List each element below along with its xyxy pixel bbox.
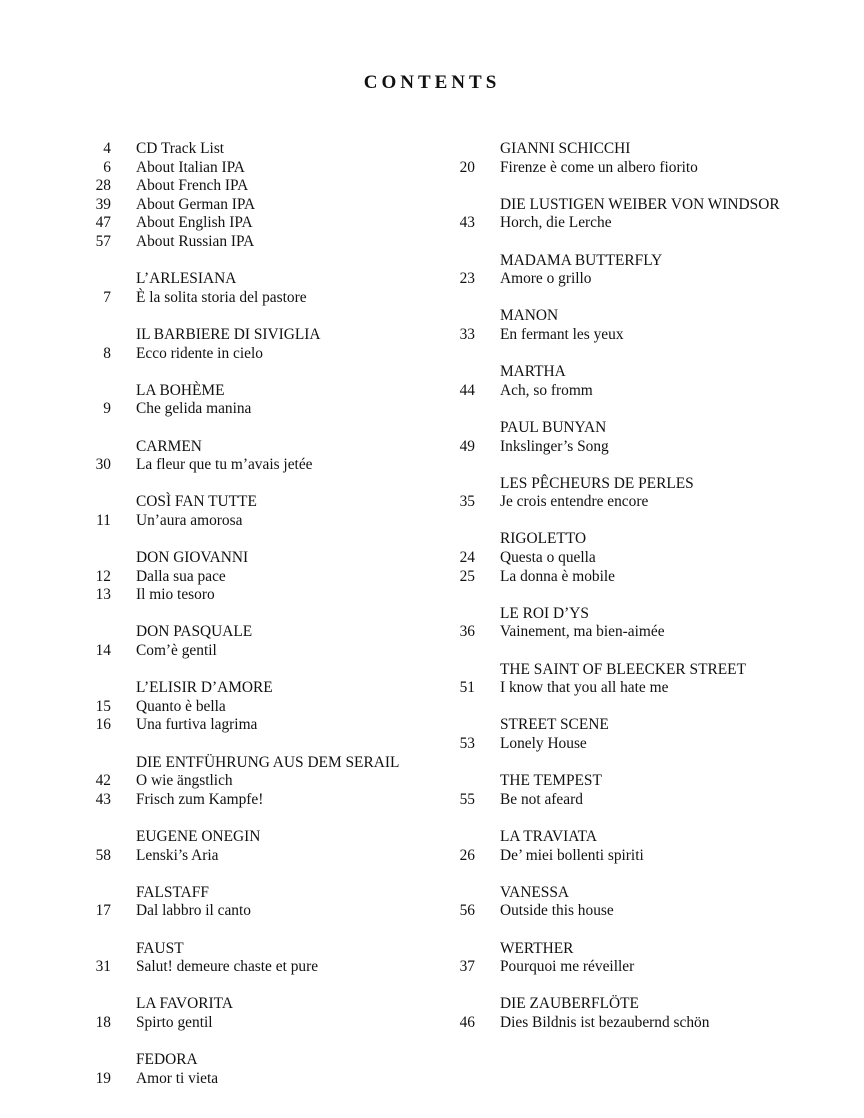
opera-heading-row [80,270,440,289]
heading-spacer [444,196,475,215]
page-number: 19 [95,1069,111,1087]
opera-heading-row [80,1051,440,1070]
toc-entry [80,289,440,308]
toc-entry [80,642,440,661]
aria-title: About German IPA [136,195,256,213]
opera-heading: MANON [500,307,559,325]
opera-heading: LA FAVORITA [136,995,233,1013]
toc-entry [80,716,440,735]
aria-title: CD Track List [136,140,225,157]
toc-section [444,475,844,512]
page-number: 42 [95,772,111,790]
toc-section [80,884,440,921]
aria-title: Lonely House [500,735,587,752]
aria-title: Salut! demeure chaste et pure [136,958,319,976]
page-number: 18 [95,1013,111,1031]
opera-heading-row [80,326,440,345]
heading-spacer [444,475,475,494]
aria-title: Dies Bildnis ist bezaubernd schön [500,1013,710,1031]
toc-section [444,252,844,289]
opera-heading: EUGENE ONEGIN [136,827,261,845]
opera-heading-row [444,995,844,1014]
heading-spacer [444,605,475,624]
opera-heading-row [80,884,440,903]
aria-title: Pourquoi me réveiller [500,958,635,976]
page-number: 12 [95,567,111,585]
page-number: 8 [103,344,111,362]
page-number: 56 [459,902,475,920]
opera-heading-row [444,661,844,680]
opera-heading-row [444,530,844,549]
toc-entry [80,902,440,921]
toc-entry [80,1070,440,1089]
opera-heading-row [80,995,440,1014]
page-number: 11 [96,511,111,529]
aria-title: Vainement, ma bien-aimée [500,623,665,641]
opera-heading-row [444,475,844,494]
opera-heading-row [444,940,844,959]
page-number: 43 [95,790,111,808]
aria-title: Firenze è come un albero fiorito [500,158,698,176]
heading-spacer [80,754,111,773]
opera-heading-row [80,438,440,457]
aria-title: Dalla sua pace [136,567,226,585]
opera-heading-row [444,140,844,159]
heading-spacer [80,884,111,903]
toc-entry [80,1014,440,1033]
opera-heading: STREET SCENE [500,716,609,734]
toc-entry [80,196,440,215]
toc-entry [80,214,440,233]
page-number: 35 [459,493,475,511]
page-number: 4 [103,140,111,157]
toc-entry [80,140,440,159]
opera-heading: DON PASQUALE [136,623,253,641]
opera-heading-row [444,419,844,438]
opera-heading-row [444,716,844,735]
toc-section [80,1051,440,1088]
aria-title: About Russian IPA [136,232,255,250]
toc-section [80,326,440,363]
heading-spacer [80,1051,111,1070]
toc-entry [80,568,440,587]
opera-heading-row [444,196,844,215]
aria-title: Dal labbro il canto [136,902,251,920]
page-number: 16 [95,716,111,734]
page-number: 53 [459,735,475,752]
toc-entry [80,958,440,977]
page-number: 28 [95,177,111,195]
toc-section [80,270,440,307]
toc-section [444,530,844,586]
heading-spacer [444,530,475,549]
toc-section [444,772,844,809]
toc-entry [444,902,844,921]
toc-section [80,438,440,475]
toc-section [444,828,844,865]
aria-title: De’ miei bollenti spiriti [500,846,644,864]
toc-entry [444,958,844,977]
opera-heading-row [80,828,440,847]
toc-section [444,307,844,344]
heading-spacer [444,419,475,438]
page-number: 57 [95,232,111,250]
opera-heading: FEDORA [136,1051,198,1069]
opera-heading-row [80,382,440,401]
toc-entry [80,586,440,605]
toc-section [444,140,844,177]
toc-entry [444,270,844,289]
page-number: 36 [459,623,475,641]
heading-spacer [444,940,475,959]
toc-entry [80,698,440,717]
page-title: CONTENTS [363,72,501,93]
opera-heading-row [80,493,440,512]
opera-heading: DIE ZAUBERFLÖTE [500,995,639,1013]
heading-spacer [80,270,111,289]
toc-section [444,196,844,233]
opera-heading: MADAMA BUTTERFLY [500,251,663,269]
toc-section [80,140,440,252]
aria-title: Je crois entendre encore [500,493,649,511]
toc-section [80,382,440,419]
page-number: 46 [459,1013,475,1031]
toc-entry [444,623,844,642]
opera-heading: DON GIOVANNI [136,549,249,567]
toc-section [444,995,844,1032]
heading-spacer [80,382,111,401]
opera-heading: IL BARBIERE DI SIVIGLIA [136,325,321,343]
opera-heading: L’ARLESIANA [136,270,237,288]
toc-entry [444,735,844,754]
heading-spacer [444,828,475,847]
opera-heading: WERTHER [500,939,574,957]
page-number: 44 [459,381,475,399]
opera-heading-row [444,363,844,382]
heading-spacer [444,772,475,791]
toc-section [80,623,440,660]
toc-entry [80,159,440,178]
toc-section [80,940,440,977]
toc-entry [80,400,440,419]
page-number: 39 [95,195,111,213]
page-number: 24 [459,549,475,567]
toc-entry [80,345,440,364]
aria-title: Che gelida manina [136,400,252,418]
heading-spacer [444,661,475,680]
aria-title: Inkslinger’s Song [500,437,609,455]
heading-spacer [444,252,475,271]
toc-section [80,493,440,530]
toc-entry [80,177,440,196]
opera-heading-row [444,772,844,791]
opera-heading: LA TRAVIATA [500,827,597,845]
page-number: 9 [103,400,111,418]
aria-title: Ecco ridente in cielo [136,344,263,362]
page-number: 14 [95,642,111,660]
heading-spacer [80,828,111,847]
opera-heading: GIANNI SCHICCHI [500,140,631,157]
opera-heading-row [444,307,844,326]
heading-spacer [444,716,475,735]
opera-heading-row [444,252,844,271]
toc-entry [444,382,844,401]
heading-spacer [80,326,111,345]
aria-title: En fermant les yeux [500,325,624,343]
opera-heading: VANESSA [500,883,569,901]
opera-heading: L’ELISIR D’AMORE [136,679,273,697]
opera-heading-row [80,623,440,642]
opera-heading: LES PÊCHEURS DE PERLES [500,474,694,492]
page-number: 33 [459,325,475,343]
opera-heading: DIE LUSTIGEN WEIBER VON WINDSOR [500,195,780,213]
opera-heading: FALSTAFF [136,883,209,901]
opera-heading: MARTHA [500,363,566,381]
aria-title: Questa o quella [500,549,596,567]
toc-section [444,605,844,642]
opera-heading: LA BOHÈME [136,381,225,399]
page-number: 49 [459,437,475,455]
page-number: 47 [95,214,111,232]
heading-spacer [444,884,475,903]
heading-spacer [80,493,111,512]
toc-entry [444,847,844,866]
opera-heading: DIE ENTFÜHRUNG AUS DEM SERAIL [136,753,400,771]
right-column [444,140,844,1051]
toc-entry [444,568,844,587]
opera-heading: COSÌ FAN TUTTE [136,493,257,511]
aria-title: Amore o grillo [500,270,592,288]
opera-heading-row [80,549,440,568]
page-number: 58 [95,846,111,864]
toc-entry [444,791,844,810]
page-number: 30 [95,456,111,474]
heading-spacer [80,549,111,568]
toc-entry [444,549,844,568]
page-number: 13 [95,586,111,604]
toc-entry [80,512,440,531]
opera-heading: THE SAINT OF BLEECKER STREET [500,660,746,678]
heading-spacer [80,995,111,1014]
opera-heading-row [444,605,844,624]
toc-section [80,995,440,1032]
aria-title: About Italian IPA [136,158,245,176]
page-number: 20 [459,158,475,176]
toc-entry [444,679,844,698]
toc-section [80,549,440,605]
opera-heading-row [80,754,440,773]
opera-heading: THE TEMPEST [500,772,602,790]
aria-title: Una furtiva lagrima [136,716,258,734]
aria-title: Be not afeard [500,790,583,808]
page-number: 31 [95,958,111,976]
toc-entry [444,493,844,512]
aria-title: O wie ängstlich [136,772,233,790]
aria-title: Frisch zum Kampfe! [136,790,264,808]
opera-heading-row [444,884,844,903]
page-number: 6 [103,158,111,176]
opera-heading-row [80,679,440,698]
toc-entry [444,438,844,457]
aria-title: About French IPA [136,177,249,195]
opera-heading: FAUST [136,939,184,957]
aria-title: La fleur que tu m’avais jetée [136,456,313,474]
aria-title: Horch, die Lerche [500,214,612,232]
aria-title: La donna è mobile [500,567,615,585]
toc-section [444,661,844,698]
page-number: 17 [95,902,111,920]
heading-spacer [80,940,111,959]
toc-entry [80,772,440,791]
aria-title: Lenski’s Aria [136,846,219,864]
aria-title: Quanto è bella [136,697,226,715]
opera-heading-row [444,828,844,847]
toc-section [80,679,440,735]
heading-spacer [444,995,475,1014]
page-number: 43 [459,214,475,232]
aria-title: Spirto gentil [136,1013,213,1031]
page-number: 55 [459,790,475,808]
toc-section [444,363,844,400]
opera-heading: PAUL BUNYAN [500,418,607,436]
heading-spacer [444,140,475,159]
toc-entry [444,159,844,178]
toc-entry [444,1014,844,1033]
toc-entry [80,847,440,866]
toc-entry [80,233,440,252]
opera-heading: CARMEN [136,437,202,455]
toc-entry [444,326,844,345]
aria-title: Amor ti vieta [136,1069,219,1087]
toc-section [80,828,440,865]
aria-title: Com’è gentil [136,642,217,660]
page-number: 23 [459,270,475,288]
opera-heading-row [80,940,440,959]
aria-title: About English IPA [136,214,253,232]
toc-entry [444,214,844,233]
opera-heading: LE ROI D’YS [500,604,589,622]
aria-title: Un’aura amorosa [136,511,243,529]
aria-title: È la solita storia del pastore [136,288,307,306]
aria-title: I know that you all hate me [500,679,669,697]
page-number: 51 [459,679,475,697]
toc-section [80,754,440,810]
page-number: 25 [459,567,475,585]
page-number: 26 [459,846,475,864]
toc-entry [80,456,440,475]
aria-title: Ach, so fromm [500,381,593,399]
heading-spacer [444,363,475,382]
toc-entry [80,791,440,810]
toc-section [444,884,844,921]
toc-section [444,716,844,753]
page-number: 37 [459,958,475,976]
opera-heading: RIGOLETTO [500,530,587,548]
toc-section [444,940,844,977]
aria-title: Outside this house [500,902,614,920]
page-number: 7 [103,288,111,306]
page-number: 15 [95,697,111,715]
heading-spacer [444,307,475,326]
left-column [80,140,440,1107]
aria-title: Il mio tesoro [136,586,215,604]
heading-spacer [80,438,111,457]
toc-section [444,419,844,456]
heading-spacer [80,623,111,642]
heading-spacer [80,679,111,698]
